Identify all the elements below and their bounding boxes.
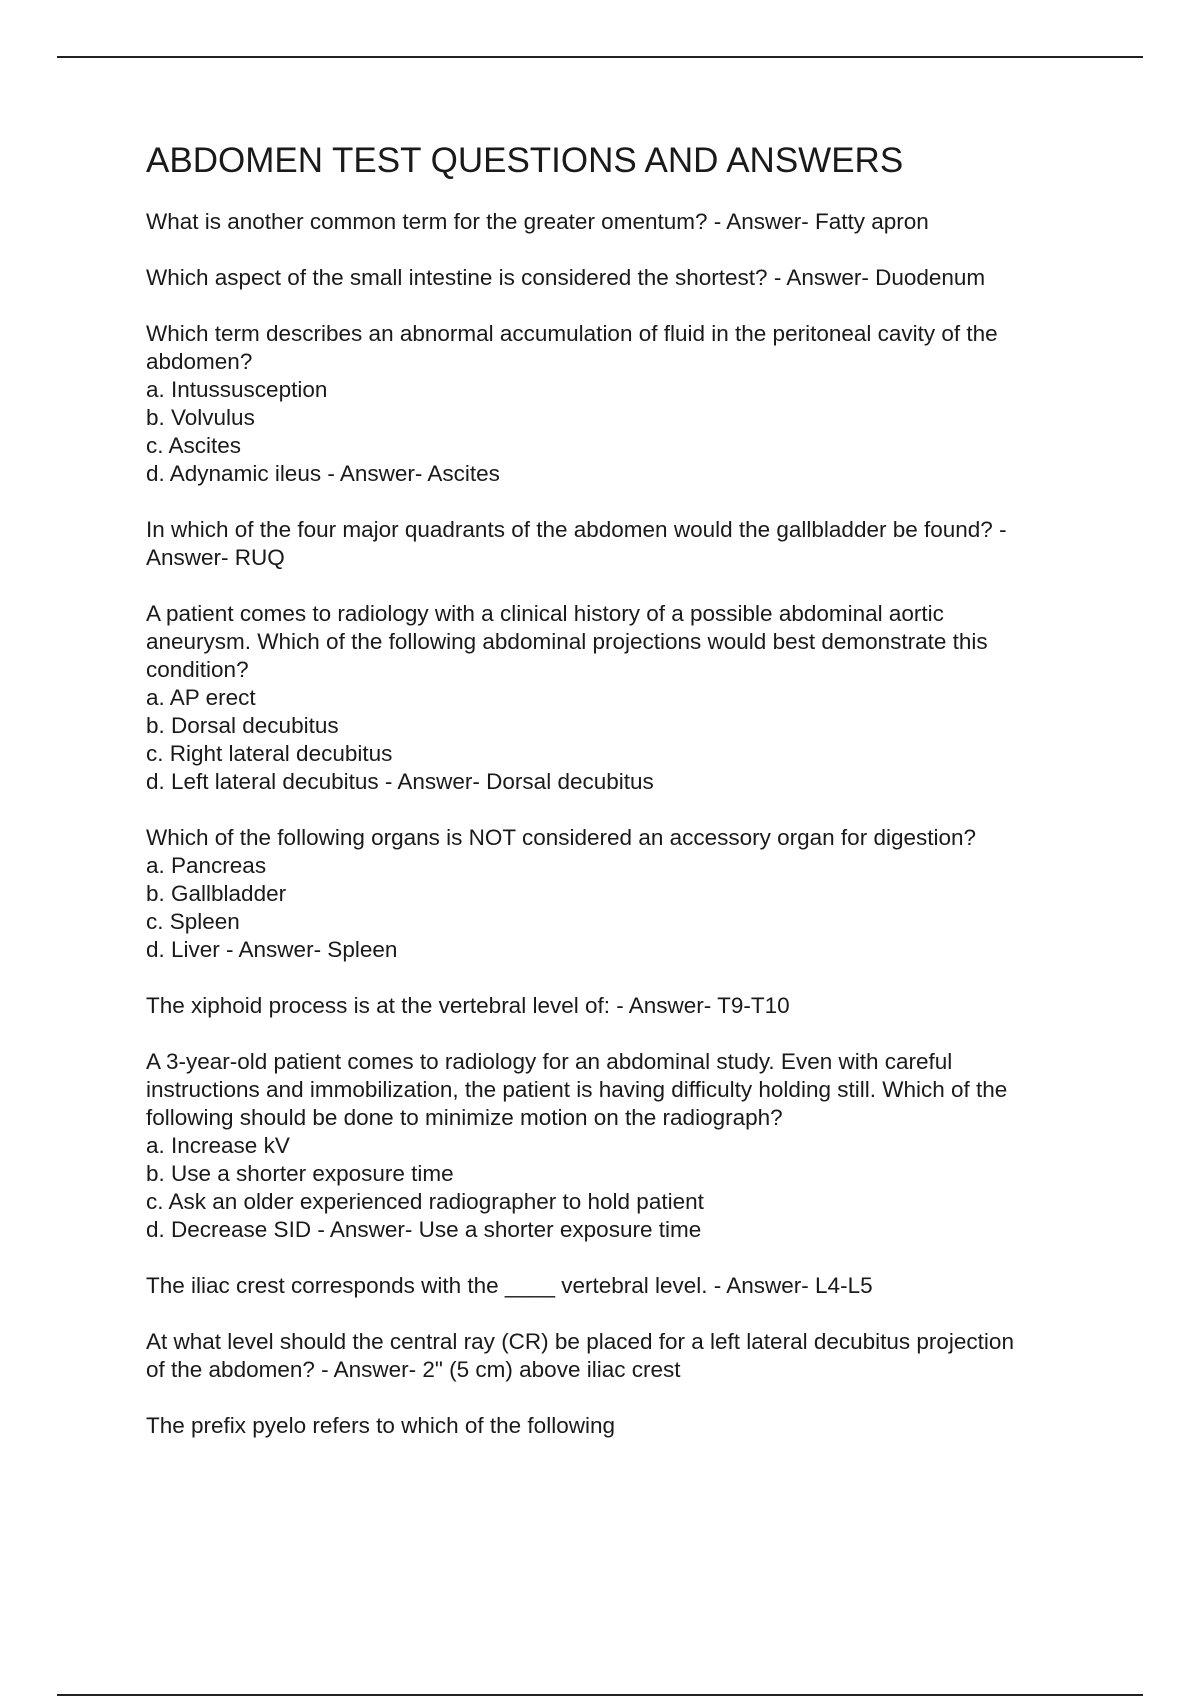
qa-line: abdomen? <box>146 349 253 374</box>
qa-item-5 <box>146 600 1096 796</box>
qa-line: The iliac crest corresponds with the ____ vertebral level. - Answer- L4-L5 <box>146 1273 873 1298</box>
qa-option: d. Left lateral decubitus - Answer- Dorsal decubitus <box>146 769 654 794</box>
qa-line: instructions and immobilization, the patient is having difficulty holding still. Which of the <box>146 1077 1008 1102</box>
qa-item-3 <box>146 320 1096 488</box>
qa-option: a. AP erect <box>146 685 256 710</box>
qa-option: b. Volvulus <box>146 405 255 430</box>
qa-item-6 <box>146 824 1096 964</box>
qa-line: aneurysm. Which of the following abdominal projections would best demonstrate this <box>146 629 988 654</box>
qa-line: of the abdomen? - Answer- 2" (5 cm) above iliac crest <box>146 1357 681 1382</box>
qa-line: A 3-year-old patient comes to radiology for an abdominal study. Even with careful <box>146 1049 953 1074</box>
qa-item-4 <box>146 516 1096 572</box>
qa-line: A patient comes to radiology with a clinical history of a possible abdominal aortic <box>146 601 944 626</box>
qa-option: a. Increase kV <box>146 1133 290 1158</box>
qa-line: Answer- RUQ <box>146 545 285 570</box>
bottom-rule <box>57 1694 1143 1696</box>
qa-option: b. Dorsal decubitus <box>146 713 339 738</box>
qa-line: Which term describes an abnormal accumulation of fluid in the peritoneal cavity of the <box>146 321 998 346</box>
qa-item-9 <box>146 1272 1096 1300</box>
qa-option: a. Intussusception <box>146 377 328 402</box>
qa-line: At what level should the central ray (CR) be placed for a left lateral decubitus projection <box>146 1329 1014 1354</box>
qa-option: d. Decrease SID - Answer- Use a shorter exposure time <box>146 1217 702 1242</box>
qa-line: The prefix pyelo refers to which of the following <box>146 1413 615 1438</box>
qa-option: c. Right lateral decubitus <box>146 741 393 766</box>
top-rule <box>57 56 1143 58</box>
qa-item-8 <box>146 1048 1096 1244</box>
qa-line: following should be done to minimize motion on the radiograph? <box>146 1105 783 1130</box>
document-body <box>146 140 1096 1468</box>
qa-item-1 <box>146 208 1096 236</box>
qa-line: In which of the four major quadrants of the abdomen would the gallbladder be found? - <box>146 517 1007 542</box>
qa-option: d. Adynamic ileus - Answer- Ascites <box>146 461 500 486</box>
qa-line: condition? <box>146 657 249 682</box>
qa-line: Which aspect of the small intestine is considered the shortest? - Answer- Duodenum <box>146 265 986 290</box>
page-title: ABDOMEN TEST QUESTIONS AND ANSWERS <box>146 141 904 180</box>
qa-line: What is another common term for the greater omentum? - Answer- Fatty apron <box>146 209 929 234</box>
qa-option: b. Gallbladder <box>146 881 287 906</box>
qa-option: c. Ascites <box>146 433 242 458</box>
qa-option: c. Ask an older experienced radiographer to hold patient <box>146 1189 704 1214</box>
qa-line: The xiphoid process is at the vertebral level of: - Answer- T9-T10 <box>146 993 790 1018</box>
qa-line: Which of the following organs is NOT considered an accessory organ for digestion? <box>146 825 977 850</box>
qa-option: c. Spleen <box>146 909 240 934</box>
qa-item-7 <box>146 992 1096 1020</box>
qa-item-2 <box>146 264 1096 292</box>
qa-option: a. Pancreas <box>146 853 267 878</box>
qa-item-10 <box>146 1328 1096 1384</box>
qa-option: b. Use a shorter exposure time <box>146 1161 454 1186</box>
qa-item-11 <box>146 1412 1096 1440</box>
qa-option: d. Liver - Answer- Spleen <box>146 937 398 962</box>
